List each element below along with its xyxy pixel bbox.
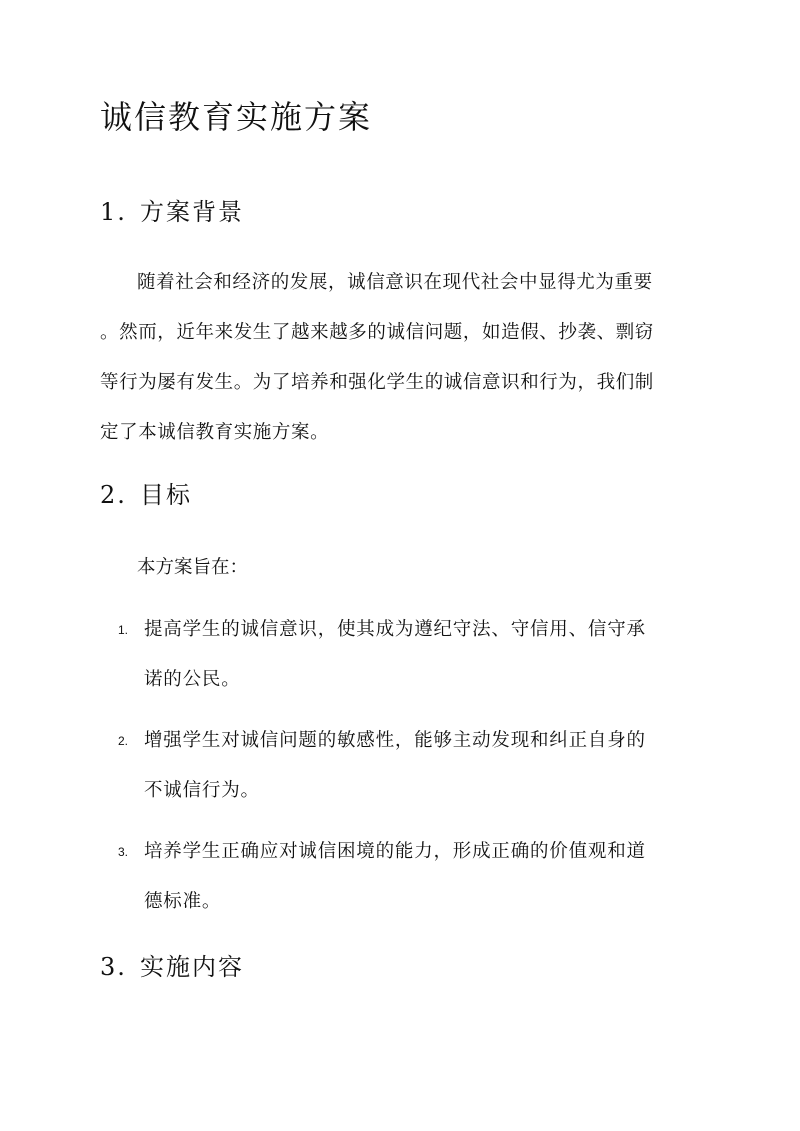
goal-line: 德标准。 (144, 891, 222, 912)
section-heading-background (100, 195, 244, 229)
section-heading-implementation (100, 950, 244, 984)
paragraph-line: 。然而，近年来发生了越来越多的诚信问题，如造假、抄袭、剽窃 (100, 322, 654, 343)
background-paragraph (100, 258, 700, 458)
goal-list-item (118, 716, 708, 816)
goal-line: 增强学生对诚信问题的敏感性，能够主动发现和纠正自身的 (144, 730, 646, 751)
section-title: 目标 (140, 481, 192, 509)
list-marker: 3. (118, 845, 129, 859)
list-marker: 1. (118, 623, 129, 637)
section-number: 2. (100, 481, 127, 509)
section-title: 实施内容 (140, 953, 244, 981)
section-title: 方案背景 (140, 198, 244, 226)
goals-intro: 本方案旨在： (137, 557, 249, 578)
goal-line: 培养学生正确应对诚信困境的能力，形成正确的价值观和道 (144, 841, 646, 862)
paragraph-line: 定了本诚信教育实施方案。 (100, 422, 330, 443)
goal-list-item (118, 605, 708, 705)
section-heading-goals (100, 478, 192, 512)
goal-line: 不诚信行为。 (144, 780, 260, 801)
document-title: 诚信教育实施方案 (100, 98, 373, 136)
paragraph-line: 随着社会和经济的发展，诚信意识在现代社会中显得尤为重要 (137, 272, 653, 293)
goal-list-item (118, 827, 708, 927)
goal-line: 诺的公民。 (144, 669, 241, 690)
list-marker: 2. (118, 734, 129, 748)
goal-line: 提高学生的诚信意识，使其成为遵纪守法、守信用、信守承 (144, 619, 646, 640)
section-number: 1. (100, 198, 127, 226)
section-number: 3. (100, 953, 127, 981)
paragraph-line: 等行为屡有发生。为了培养和强化学生的诚信意识和行为，我们制 (100, 372, 654, 393)
